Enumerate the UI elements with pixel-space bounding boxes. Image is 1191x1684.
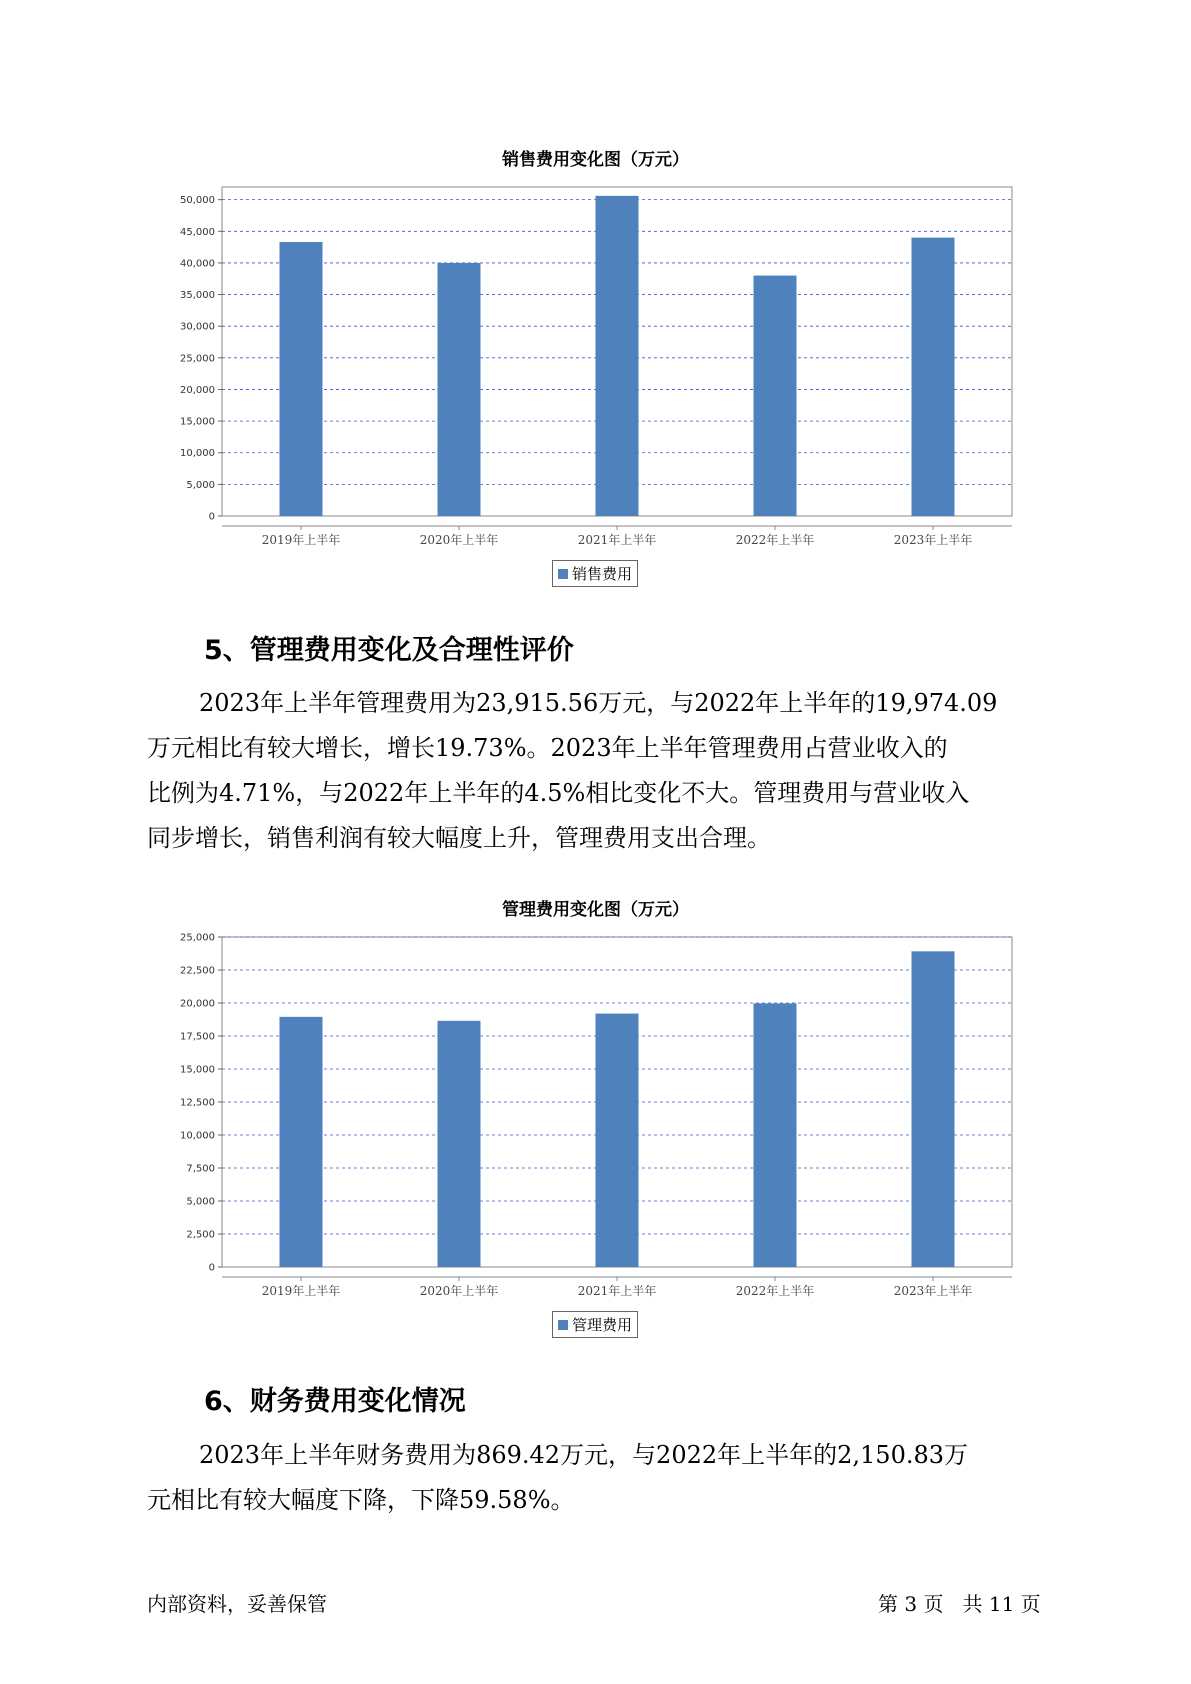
y-tick-label: 22,500 [180, 965, 215, 977]
y-tick-label: 2,500 [186, 1229, 215, 1241]
bar [912, 951, 955, 1267]
y-tick-label: 5,000 [186, 479, 215, 491]
x-tick-label: 2021年上半年 [577, 1284, 657, 1298]
paragraph-finance [147, 1433, 1077, 1523]
x-tick-label: 2022年上半年 [735, 533, 815, 547]
y-tick-label: 15,000 [180, 416, 215, 428]
y-tick-label: 20,000 [180, 998, 215, 1010]
y-tick-label: 7,500 [186, 1163, 215, 1175]
y-tick-label: 45,000 [180, 226, 215, 238]
y-tick-label: 0 [208, 1262, 215, 1274]
x-tick-label: 2019年上半年 [261, 1284, 341, 1298]
x-tick-label: 2023年上半年 [893, 1284, 973, 1298]
y-tick-label: 40,000 [180, 258, 215, 270]
paragraph-line: 万元相比有较大增长，增长19.73%。2023年上半年管理费用占营业收入的 [147, 734, 948, 762]
x-tick-label: 2020年上半年 [419, 1284, 499, 1298]
x-tick-label: 2020年上半年 [419, 533, 499, 547]
paragraph-line: 2023年上半年财务费用为869.42万元，与2022年上半年的2,150.83万 [199, 1441, 969, 1469]
footer-confidential: 内部资料，妥善保管 [147, 1592, 327, 1616]
x-tick-label: 2023年上半年 [893, 533, 973, 547]
y-tick-label: 50,000 [180, 195, 215, 207]
legend-swatch [558, 1320, 568, 1330]
chart-title: 管理费用变化图（万元） [502, 900, 689, 920]
y-tick-label: 25,000 [180, 932, 215, 944]
section-heading-finance: 6、财务费用变化情况 [204, 1386, 466, 1417]
chart-title: 销售费用变化图（万元） [502, 150, 689, 170]
y-tick-label: 20,000 [180, 384, 215, 396]
bar [754, 1003, 797, 1267]
paragraph-line: 同步增长，销售利润有较大幅度上升，管理费用支出合理。 [147, 824, 771, 852]
y-tick-label: 35,000 [180, 290, 215, 302]
x-tick-label: 2021年上半年 [577, 533, 657, 547]
y-tick-label: 10,000 [180, 1130, 215, 1142]
y-tick-label: 5,000 [186, 1196, 215, 1208]
paragraph-line: 2023年上半年管理费用为23,915.56万元，与2022年上半年的19,974.09 [199, 689, 998, 717]
bar [438, 1021, 481, 1267]
x-tick-label: 2022年上半年 [735, 1284, 815, 1298]
bar [280, 1017, 323, 1267]
bar [596, 1014, 639, 1267]
paragraph-line: 元相比有较大幅度下降，下降59.58%。 [147, 1486, 575, 1514]
chart-legend [552, 1311, 638, 1338]
legend-label: 销售费用 [572, 565, 633, 583]
footer-page-number: 第 3 页 共 11 页 [878, 1592, 1041, 1616]
y-tick-label: 0 [208, 511, 215, 523]
x-tick-label: 2019年上半年 [261, 533, 341, 547]
y-tick-label: 10,000 [180, 448, 215, 460]
paragraph-line: 比例为4.71%，与2022年上半年的4.5%相比变化不大。管理费用与营业收入 [147, 779, 970, 807]
y-tick-label: 15,000 [180, 1064, 215, 1076]
legend-label: 管理费用 [572, 1316, 633, 1334]
y-tick-label: 12,500 [180, 1097, 215, 1109]
y-tick-label: 30,000 [180, 321, 215, 333]
y-tick-label: 17,500 [180, 1031, 215, 1043]
section-heading-admin: 5、管理费用变化及合理性评价 [204, 635, 574, 666]
y-tick-label: 25,000 [180, 353, 215, 365]
